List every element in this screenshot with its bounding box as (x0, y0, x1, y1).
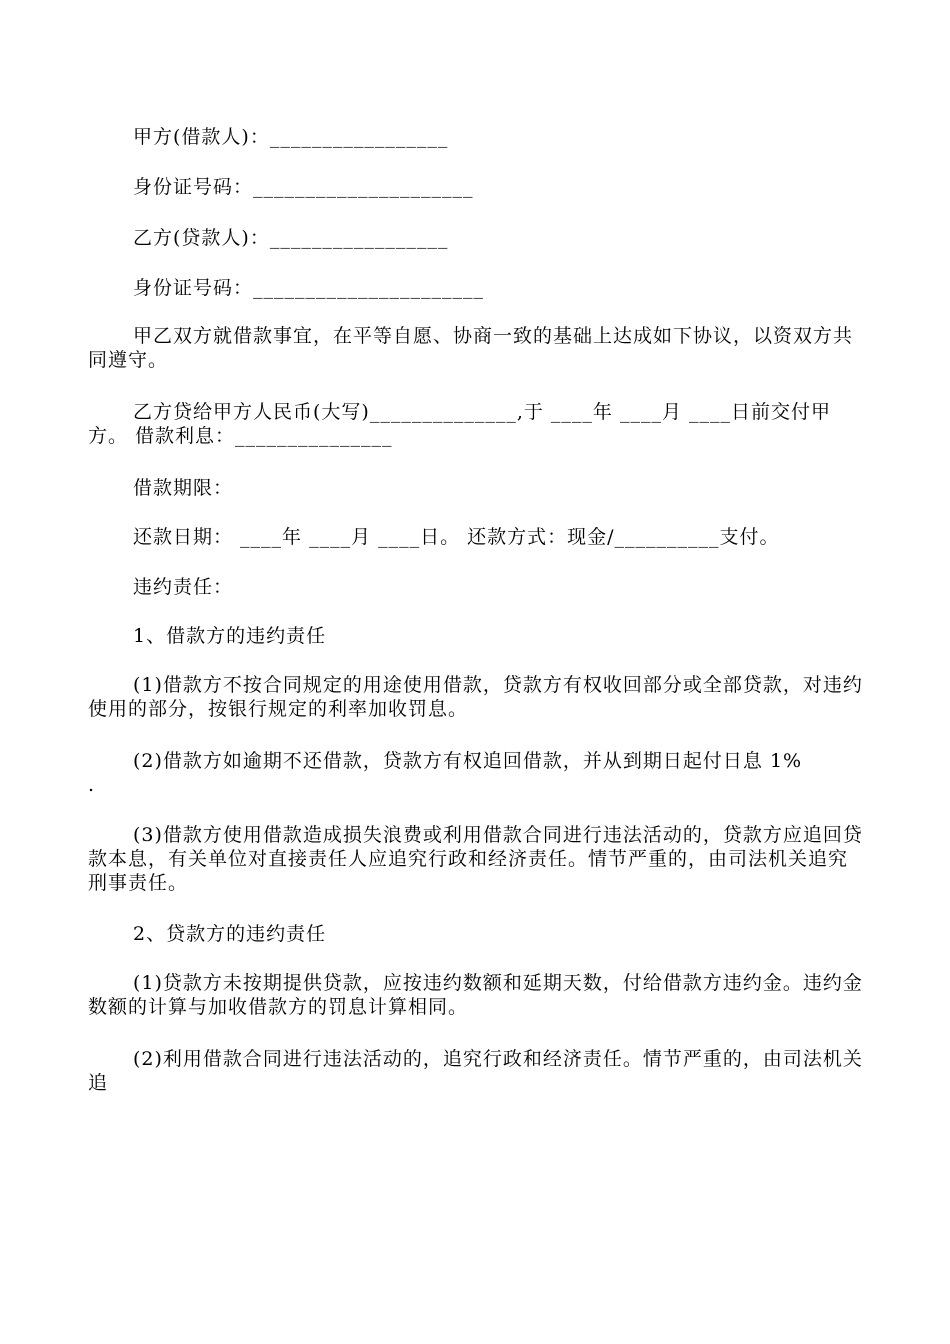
lender-liability-heading: 2、贷款方的违约责任 (133, 923, 327, 945)
borrower-liability-heading: 1、借款方的违约责任 (133, 625, 327, 647)
party-b-id-number-line: 身份证号码：______________________ (133, 277, 485, 299)
party-b-lender-line: 乙方(贷款人)：_________________ (133, 227, 449, 249)
loan-term-line: 借款期限： (133, 477, 234, 499)
party-a-borrower-line: 甲方(借款人)：_________________ (133, 126, 449, 148)
borrower-clause-2: (2)借款方如逾期不还借款，贷款方有权追回借款，并从到期日起付日息 1% . (88, 750, 803, 796)
borrower-clause-3: (3)借款方使用借款造成损失浪费或利用借款合同进行违法活动的，贷款方应追回贷款本息，有关单位对直接责任人应追究行政和经济责任。情节严重的，由司法机关追究刑事责任。 (88, 824, 863, 894)
agreement-intro-paragraph: 甲乙双方就借款事宜，在平等自愿、协商一致的基础上达成如下协议，以资双方共同遵守。 (88, 325, 854, 371)
party-a-id-number-line: 身份证号码：_____________________ (133, 176, 474, 198)
borrower-clause-1: (1)借款方不按合同规定的用途使用借款，贷款方有权收回部分或全部贷款，对违约使用的部分，按银行规定的利率加收罚息。 (88, 674, 863, 720)
loan-amount-paragraph: 乙方贷给甲方人民币(大写)______________,于 ____年 ____月 ____日前交付甲方。 借款利息：_______________ (88, 401, 831, 447)
lender-clause-1: (1)贷款方未按期提供贷款，应按违约数额和延期天数，付给借款方违约金。违约金数额的计算与加收借款方的罚息计算相同。 (88, 972, 863, 1018)
repayment-date-line: 还款日期： ____年 ____月 ____日。 还款方式：现金/__________支付。 (133, 526, 780, 548)
lender-clause-2: (2)利用借款合同进行违法活动的，追究行政和经济责任。情节严重的，由司法机关追 (88, 1048, 863, 1094)
breach-liability-heading: 违约责任： (133, 576, 234, 598)
